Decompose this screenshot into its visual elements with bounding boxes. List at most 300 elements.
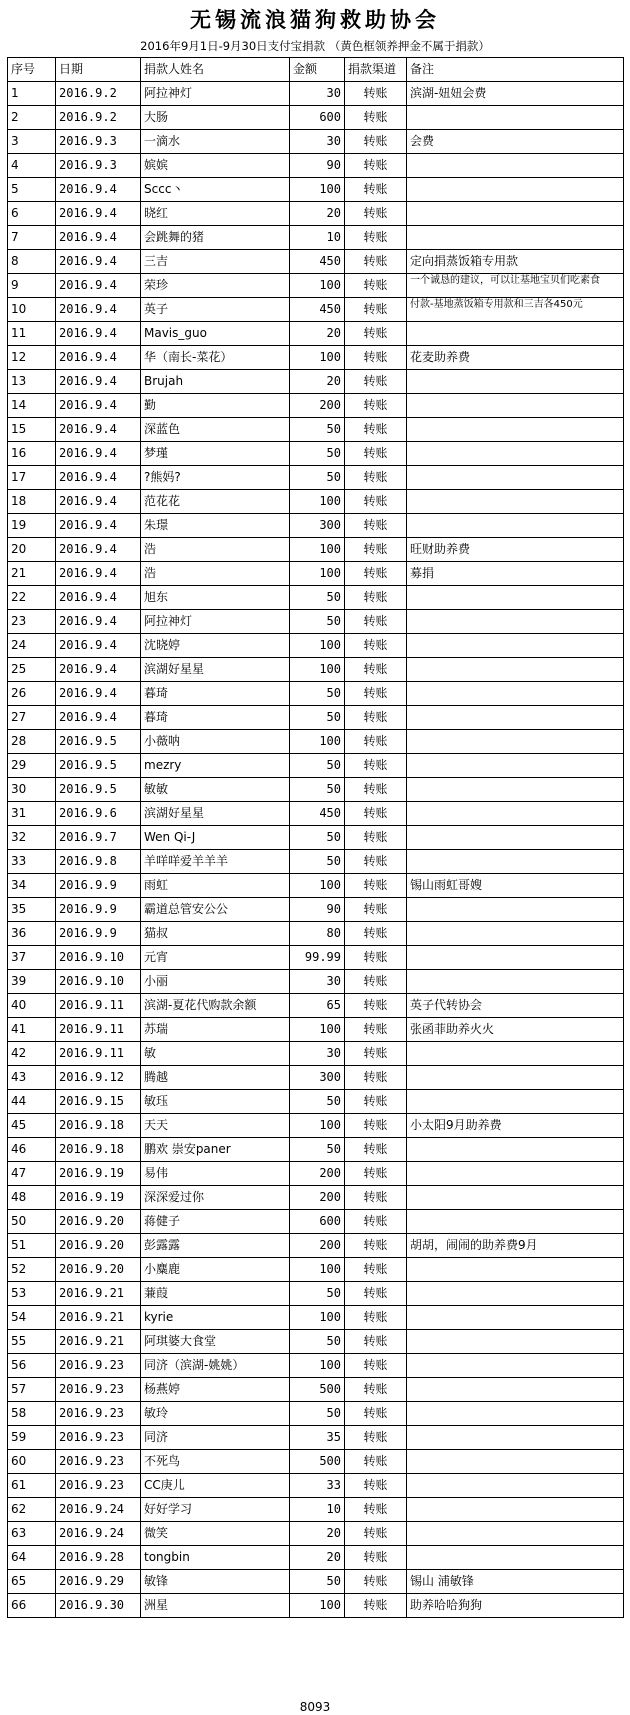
cell-note (407, 850, 624, 874)
table-row (8, 1474, 624, 1498)
cell-note (407, 922, 624, 946)
cell-no: 47 (8, 1162, 56, 1186)
cell-note (407, 1162, 624, 1186)
cell-no: 62 (8, 1498, 56, 1522)
cell-channel: 转账 (345, 1570, 407, 1594)
cell-donor-name: 易伟 (141, 1162, 290, 1186)
cell-channel: 转账 (345, 1138, 407, 1162)
cell-donor-name: 敏玲 (141, 1402, 290, 1426)
cell-no: 54 (8, 1306, 56, 1330)
cell-note: 付款-基地蒸饭箱专用款和三吉各450元 (407, 298, 624, 322)
cell-date: 2016.9.12 (56, 1066, 141, 1090)
table-row (8, 106, 624, 130)
total-amount: 8093 (299, 1700, 331, 1714)
cell-donor-name: 浩 (141, 562, 290, 586)
cell-amount: 90 (290, 898, 345, 922)
table-row (8, 82, 624, 106)
cell-no: 20 (8, 538, 56, 562)
cell-donor-name: 阿琪婆大食堂 (141, 1330, 290, 1354)
cell-no: 23 (8, 610, 56, 634)
cell-no: 50 (8, 1210, 56, 1234)
cell-channel: 转账 (345, 250, 407, 274)
cell-donor-name: 天天 (141, 1114, 290, 1138)
cell-channel: 转账 (345, 706, 407, 730)
cell-channel: 转账 (345, 1594, 407, 1618)
cell-donor-name: 深深爱过你 (141, 1186, 290, 1210)
cell-amount: 500 (290, 1378, 345, 1402)
cell-note (407, 418, 624, 442)
cell-donor-name: 苏瑞 (141, 1018, 290, 1042)
cell-no: 63 (8, 1522, 56, 1546)
cell-channel: 转账 (345, 1066, 407, 1090)
cell-note: 锡山雨虹哥嫂 (407, 874, 624, 898)
table-row (8, 418, 624, 442)
cell-date: 2016.9.10 (56, 946, 141, 970)
cell-date: 2016.9.3 (56, 154, 141, 178)
cell-note: 胡胡，闹闹的助养费9月 (407, 1234, 624, 1258)
cell-date: 2016.9.9 (56, 874, 141, 898)
cell-note (407, 1546, 624, 1570)
cell-donor-name: 敏珏 (141, 1090, 290, 1114)
table-row (8, 1018, 624, 1042)
cell-note (407, 106, 624, 130)
cell-channel: 转账 (345, 682, 407, 706)
table-row (8, 442, 624, 466)
cell-channel: 转账 (345, 802, 407, 826)
table-row (8, 346, 624, 370)
cell-channel: 转账 (345, 1162, 407, 1186)
table-row (8, 1090, 624, 1114)
cell-donor-name: 不死鸟 (141, 1450, 290, 1474)
cell-date: 2016.9.15 (56, 1090, 141, 1114)
cell-date: 2016.9.20 (56, 1234, 141, 1258)
cell-donor-name: 蒹葭 (141, 1282, 290, 1306)
table-row (8, 1330, 624, 1354)
cell-date: 2016.9.3 (56, 130, 141, 154)
cell-note (407, 682, 624, 706)
cell-amount: 50 (290, 826, 345, 850)
cell-donor-name: 荣珍 (141, 274, 290, 298)
cell-note (407, 1450, 624, 1474)
cell-channel: 转账 (345, 106, 407, 130)
cell-amount: 50 (290, 442, 345, 466)
cell-no: 11 (8, 322, 56, 346)
cell-date: 2016.9.4 (56, 634, 141, 658)
cell-channel: 转账 (345, 1282, 407, 1306)
cell-channel: 转账 (345, 1114, 407, 1138)
cell-amount: 50 (290, 418, 345, 442)
cell-channel: 转账 (345, 226, 407, 250)
cell-note (407, 1354, 624, 1378)
cell-note (407, 754, 624, 778)
cell-donor-name: kyrie (141, 1306, 290, 1330)
table-row (8, 826, 624, 850)
cell-channel: 转账 (345, 850, 407, 874)
cell-channel: 转账 (345, 970, 407, 994)
cell-date: 2016.9.11 (56, 1042, 141, 1066)
cell-channel: 转账 (345, 898, 407, 922)
cell-date: 2016.9.19 (56, 1162, 141, 1186)
cell-amount: 200 (290, 1162, 345, 1186)
table-row (8, 394, 624, 418)
cell-no: 27 (8, 706, 56, 730)
cell-note (407, 514, 624, 538)
cell-no: 46 (8, 1138, 56, 1162)
cell-amount: 99.99 (290, 946, 345, 970)
table-row (8, 754, 624, 778)
cell-no: 42 (8, 1042, 56, 1066)
cell-donor-name: Mavis_guo (141, 322, 290, 346)
cell-channel: 转账 (345, 874, 407, 898)
table-row (8, 490, 624, 514)
table-row (8, 970, 624, 994)
table-row (8, 778, 624, 802)
cell-note (407, 946, 624, 970)
cell-note (407, 1282, 624, 1306)
cell-note (407, 1306, 624, 1330)
cell-donor-name: 蒋健子 (141, 1210, 290, 1234)
cell-channel: 转账 (345, 634, 407, 658)
cell-channel: 转账 (345, 1546, 407, 1570)
table-row (8, 370, 624, 394)
cell-channel: 转账 (345, 826, 407, 850)
cell-amount: 100 (290, 346, 345, 370)
cell-donor-name: 猫叔 (141, 922, 290, 946)
cell-date: 2016.9.4 (56, 682, 141, 706)
cell-donor-name: 同济 (141, 1426, 290, 1450)
cell-donor-name: 滨湖好星星 (141, 802, 290, 826)
cell-date: 2016.9.4 (56, 466, 141, 490)
cell-amount: 30 (290, 970, 345, 994)
cell-note (407, 970, 624, 994)
cell-donor-name: 暮琦 (141, 682, 290, 706)
cell-channel: 转账 (345, 346, 407, 370)
cell-no: 21 (8, 562, 56, 586)
cell-donor-name: 元宵 (141, 946, 290, 970)
cell-amount: 100 (290, 1306, 345, 1330)
cell-date: 2016.9.4 (56, 274, 141, 298)
cell-amount: 20 (290, 1522, 345, 1546)
table-row (8, 130, 624, 154)
cell-no: 29 (8, 754, 56, 778)
header-donor-name: 捐款人姓名 (141, 58, 290, 82)
cell-note (407, 826, 624, 850)
cell-date: 2016.9.23 (56, 1474, 141, 1498)
table-row (8, 994, 624, 1018)
cell-donor-name: 勤 (141, 394, 290, 418)
donation-table (7, 57, 624, 1618)
table-row (8, 1138, 624, 1162)
cell-amount: 33 (290, 1474, 345, 1498)
cell-channel: 转账 (345, 994, 407, 1018)
cell-date: 2016.9.9 (56, 922, 141, 946)
cell-no: 56 (8, 1354, 56, 1378)
cell-no: 43 (8, 1066, 56, 1090)
cell-channel: 转账 (345, 514, 407, 538)
cell-donor-name: 晓红 (141, 202, 290, 226)
table-row (8, 202, 624, 226)
cell-channel: 转账 (345, 1402, 407, 1426)
table-row (8, 1426, 624, 1450)
cell-amount: 200 (290, 394, 345, 418)
cell-channel: 转账 (345, 778, 407, 802)
cell-date: 2016.9.11 (56, 994, 141, 1018)
table-row (8, 658, 624, 682)
cell-channel: 转账 (345, 1018, 407, 1042)
cell-donor-name: 洲星 (141, 1594, 290, 1618)
cell-date: 2016.9.30 (56, 1594, 141, 1618)
cell-channel: 转账 (345, 1258, 407, 1282)
cell-amount: 50 (290, 682, 345, 706)
cell-donor-name: 敏 (141, 1042, 290, 1066)
cell-note (407, 154, 624, 178)
cell-date: 2016.9.4 (56, 514, 141, 538)
header-date: 日期 (56, 58, 141, 82)
cell-donor-name: 敏锋 (141, 1570, 290, 1594)
table-row (8, 1498, 624, 1522)
cell-donor-name: 彭露露 (141, 1234, 290, 1258)
cell-donor-name: 华（南长-菜花） (141, 346, 290, 370)
cell-amount: 100 (290, 1114, 345, 1138)
cell-note (407, 610, 624, 634)
cell-donor-name: 三吉 (141, 250, 290, 274)
cell-channel: 转账 (345, 1450, 407, 1474)
cell-donor-name: 小麋鹿 (141, 1258, 290, 1282)
cell-date: 2016.9.23 (56, 1378, 141, 1402)
cell-note (407, 802, 624, 826)
cell-channel: 转账 (345, 754, 407, 778)
header-channel: 捐款渠道 (345, 58, 407, 82)
cell-date: 2016.9.24 (56, 1498, 141, 1522)
table-row (8, 1594, 624, 1618)
cell-channel: 转账 (345, 1522, 407, 1546)
cell-channel: 转账 (345, 1042, 407, 1066)
cell-no: 64 (8, 1546, 56, 1570)
cell-amount: 450 (290, 250, 345, 274)
cell-amount: 300 (290, 514, 345, 538)
cell-date: 2016.9.4 (56, 706, 141, 730)
cell-amount: 600 (290, 1210, 345, 1234)
cell-donor-name: 霸道总管安公公 (141, 898, 290, 922)
table-row (8, 154, 624, 178)
cell-donor-name: 范花花 (141, 490, 290, 514)
cell-donor-name: 滨湖-夏花代购款余额 (141, 994, 290, 1018)
cell-date: 2016.9.5 (56, 730, 141, 754)
cell-amount: 90 (290, 154, 345, 178)
cell-date: 2016.9.4 (56, 658, 141, 682)
table-row (8, 1282, 624, 1306)
cell-amount: 200 (290, 1234, 345, 1258)
cell-date: 2016.9.11 (56, 1018, 141, 1042)
table-row (8, 1306, 624, 1330)
cell-channel: 转账 (345, 130, 407, 154)
cell-date: 2016.9.2 (56, 82, 141, 106)
cell-date: 2016.9.23 (56, 1402, 141, 1426)
table-row (8, 322, 624, 346)
cell-note (407, 466, 624, 490)
cell-amount: 50 (290, 754, 345, 778)
cell-note (407, 586, 624, 610)
cell-donor-name: 阿拉神灯 (141, 82, 290, 106)
cell-amount: 50 (290, 1138, 345, 1162)
cell-note (407, 394, 624, 418)
cell-date: 2016.9.4 (56, 370, 141, 394)
cell-date: 2016.9.23 (56, 1426, 141, 1450)
cell-no: 30 (8, 778, 56, 802)
cell-no: 45 (8, 1114, 56, 1138)
table-row (8, 946, 624, 970)
cell-amount: 20 (290, 1546, 345, 1570)
cell-note: 会费 (407, 130, 624, 154)
cell-no: 35 (8, 898, 56, 922)
table-row (8, 730, 624, 754)
cell-amount: 20 (290, 370, 345, 394)
cell-no: 32 (8, 826, 56, 850)
cell-no: 36 (8, 922, 56, 946)
cell-date: 2016.9.4 (56, 202, 141, 226)
table-row (8, 538, 624, 562)
cell-no: 37 (8, 946, 56, 970)
cell-channel: 转账 (345, 562, 407, 586)
cell-note (407, 1426, 624, 1450)
cell-note: 花麦助养费 (407, 346, 624, 370)
cell-no: 44 (8, 1090, 56, 1114)
cell-no: 5 (8, 178, 56, 202)
cell-channel: 转账 (345, 1306, 407, 1330)
table-row (8, 178, 624, 202)
cell-note (407, 898, 624, 922)
table-row (8, 1570, 624, 1594)
cell-channel: 转账 (345, 1090, 407, 1114)
cell-channel: 转账 (345, 610, 407, 634)
cell-date: 2016.9.10 (56, 970, 141, 994)
cell-channel: 转账 (345, 1330, 407, 1354)
cell-donor-name: CC庚儿 (141, 1474, 290, 1498)
cell-note (407, 370, 624, 394)
table-row (8, 466, 624, 490)
table-row (8, 1402, 624, 1426)
cell-note: 英子代转协会 (407, 994, 624, 1018)
cell-donor-name: 小薇呐 (141, 730, 290, 754)
cell-channel: 转账 (345, 1186, 407, 1210)
cell-channel: 转账 (345, 178, 407, 202)
cell-no: 58 (8, 1402, 56, 1426)
cell-no: 6 (8, 202, 56, 226)
document-subtitle: 2016年9月1日-9月30日支付宝捐款 （黄色框领养押金不属于捐款） (140, 39, 490, 53)
cell-donor-name: 滨湖好星星 (141, 658, 290, 682)
table-row (8, 850, 624, 874)
table-row (8, 634, 624, 658)
cell-date: 2016.9.23 (56, 1354, 141, 1378)
cell-note (407, 202, 624, 226)
cell-date: 2016.9.5 (56, 778, 141, 802)
cell-note (407, 1522, 624, 1546)
table-row (8, 1186, 624, 1210)
cell-date: 2016.9.29 (56, 1570, 141, 1594)
cell-no: 15 (8, 418, 56, 442)
table-row (8, 1522, 624, 1546)
cell-date: 2016.9.19 (56, 1186, 141, 1210)
cell-amount: 50 (290, 1090, 345, 1114)
cell-date: 2016.9.4 (56, 562, 141, 586)
cell-channel: 转账 (345, 730, 407, 754)
cell-amount: 100 (290, 178, 345, 202)
cell-amount: 100 (290, 634, 345, 658)
cell-no: 60 (8, 1450, 56, 1474)
table-row (8, 874, 624, 898)
cell-channel: 转账 (345, 658, 407, 682)
cell-amount: 30 (290, 1042, 345, 1066)
cell-note (407, 1474, 624, 1498)
cell-donor-name: 大肠 (141, 106, 290, 130)
cell-amount: 35 (290, 1426, 345, 1450)
cell-note: 锡山 浦敏锋 (407, 1570, 624, 1594)
cell-note (407, 778, 624, 802)
cell-amount: 100 (290, 1018, 345, 1042)
cell-amount: 50 (290, 850, 345, 874)
cell-donor-name: 腾越 (141, 1066, 290, 1090)
cell-note (407, 1138, 624, 1162)
cell-no: 57 (8, 1378, 56, 1402)
cell-no: 7 (8, 226, 56, 250)
cell-no: 40 (8, 994, 56, 1018)
cell-donor-name: 小丽 (141, 970, 290, 994)
cell-amount: 100 (290, 1594, 345, 1618)
cell-amount: 20 (290, 202, 345, 226)
table-row (8, 1546, 624, 1570)
cell-amount: 100 (290, 274, 345, 298)
cell-date: 2016.9.4 (56, 298, 141, 322)
cell-channel: 转账 (345, 922, 407, 946)
cell-channel: 转账 (345, 298, 407, 322)
cell-date: 2016.9.4 (56, 178, 141, 202)
cell-amount: 50 (290, 1282, 345, 1306)
cell-no: 12 (8, 346, 56, 370)
cell-donor-name: 嫔嫔 (141, 154, 290, 178)
table-row (8, 1114, 624, 1138)
cell-amount: 50 (290, 706, 345, 730)
cell-amount: 100 (290, 658, 345, 682)
cell-channel: 转账 (345, 370, 407, 394)
cell-amount: 20 (290, 322, 345, 346)
cell-donor-name: Wen Qi-J (141, 826, 290, 850)
cell-note: 旺财助养费 (407, 538, 624, 562)
cell-note: 助养哈哈狗狗 (407, 1594, 624, 1618)
cell-no: 52 (8, 1258, 56, 1282)
cell-no: 65 (8, 1570, 56, 1594)
cell-date: 2016.9.4 (56, 586, 141, 610)
cell-amount: 100 (290, 1258, 345, 1282)
cell-channel: 转账 (345, 202, 407, 226)
cell-donor-name: tongbin (141, 1546, 290, 1570)
cell-amount: 30 (290, 130, 345, 154)
cell-note: 一个诚恳的建议，可以让基地宝贝们吃素食 (407, 274, 624, 298)
cell-note (407, 178, 624, 202)
cell-donor-name: 浩 (141, 538, 290, 562)
table-row (8, 1234, 624, 1258)
cell-note (407, 1186, 624, 1210)
cell-note: 滨湖-妞妞会费 (407, 82, 624, 106)
cell-no: 19 (8, 514, 56, 538)
cell-amount: 50 (290, 1570, 345, 1594)
cell-no: 8 (8, 250, 56, 274)
table-row (8, 922, 624, 946)
cell-date: 2016.9.21 (56, 1282, 141, 1306)
cell-no: 66 (8, 1594, 56, 1618)
cell-note (407, 1402, 624, 1426)
cell-no: 2 (8, 106, 56, 130)
cell-amount: 10 (290, 226, 345, 250)
